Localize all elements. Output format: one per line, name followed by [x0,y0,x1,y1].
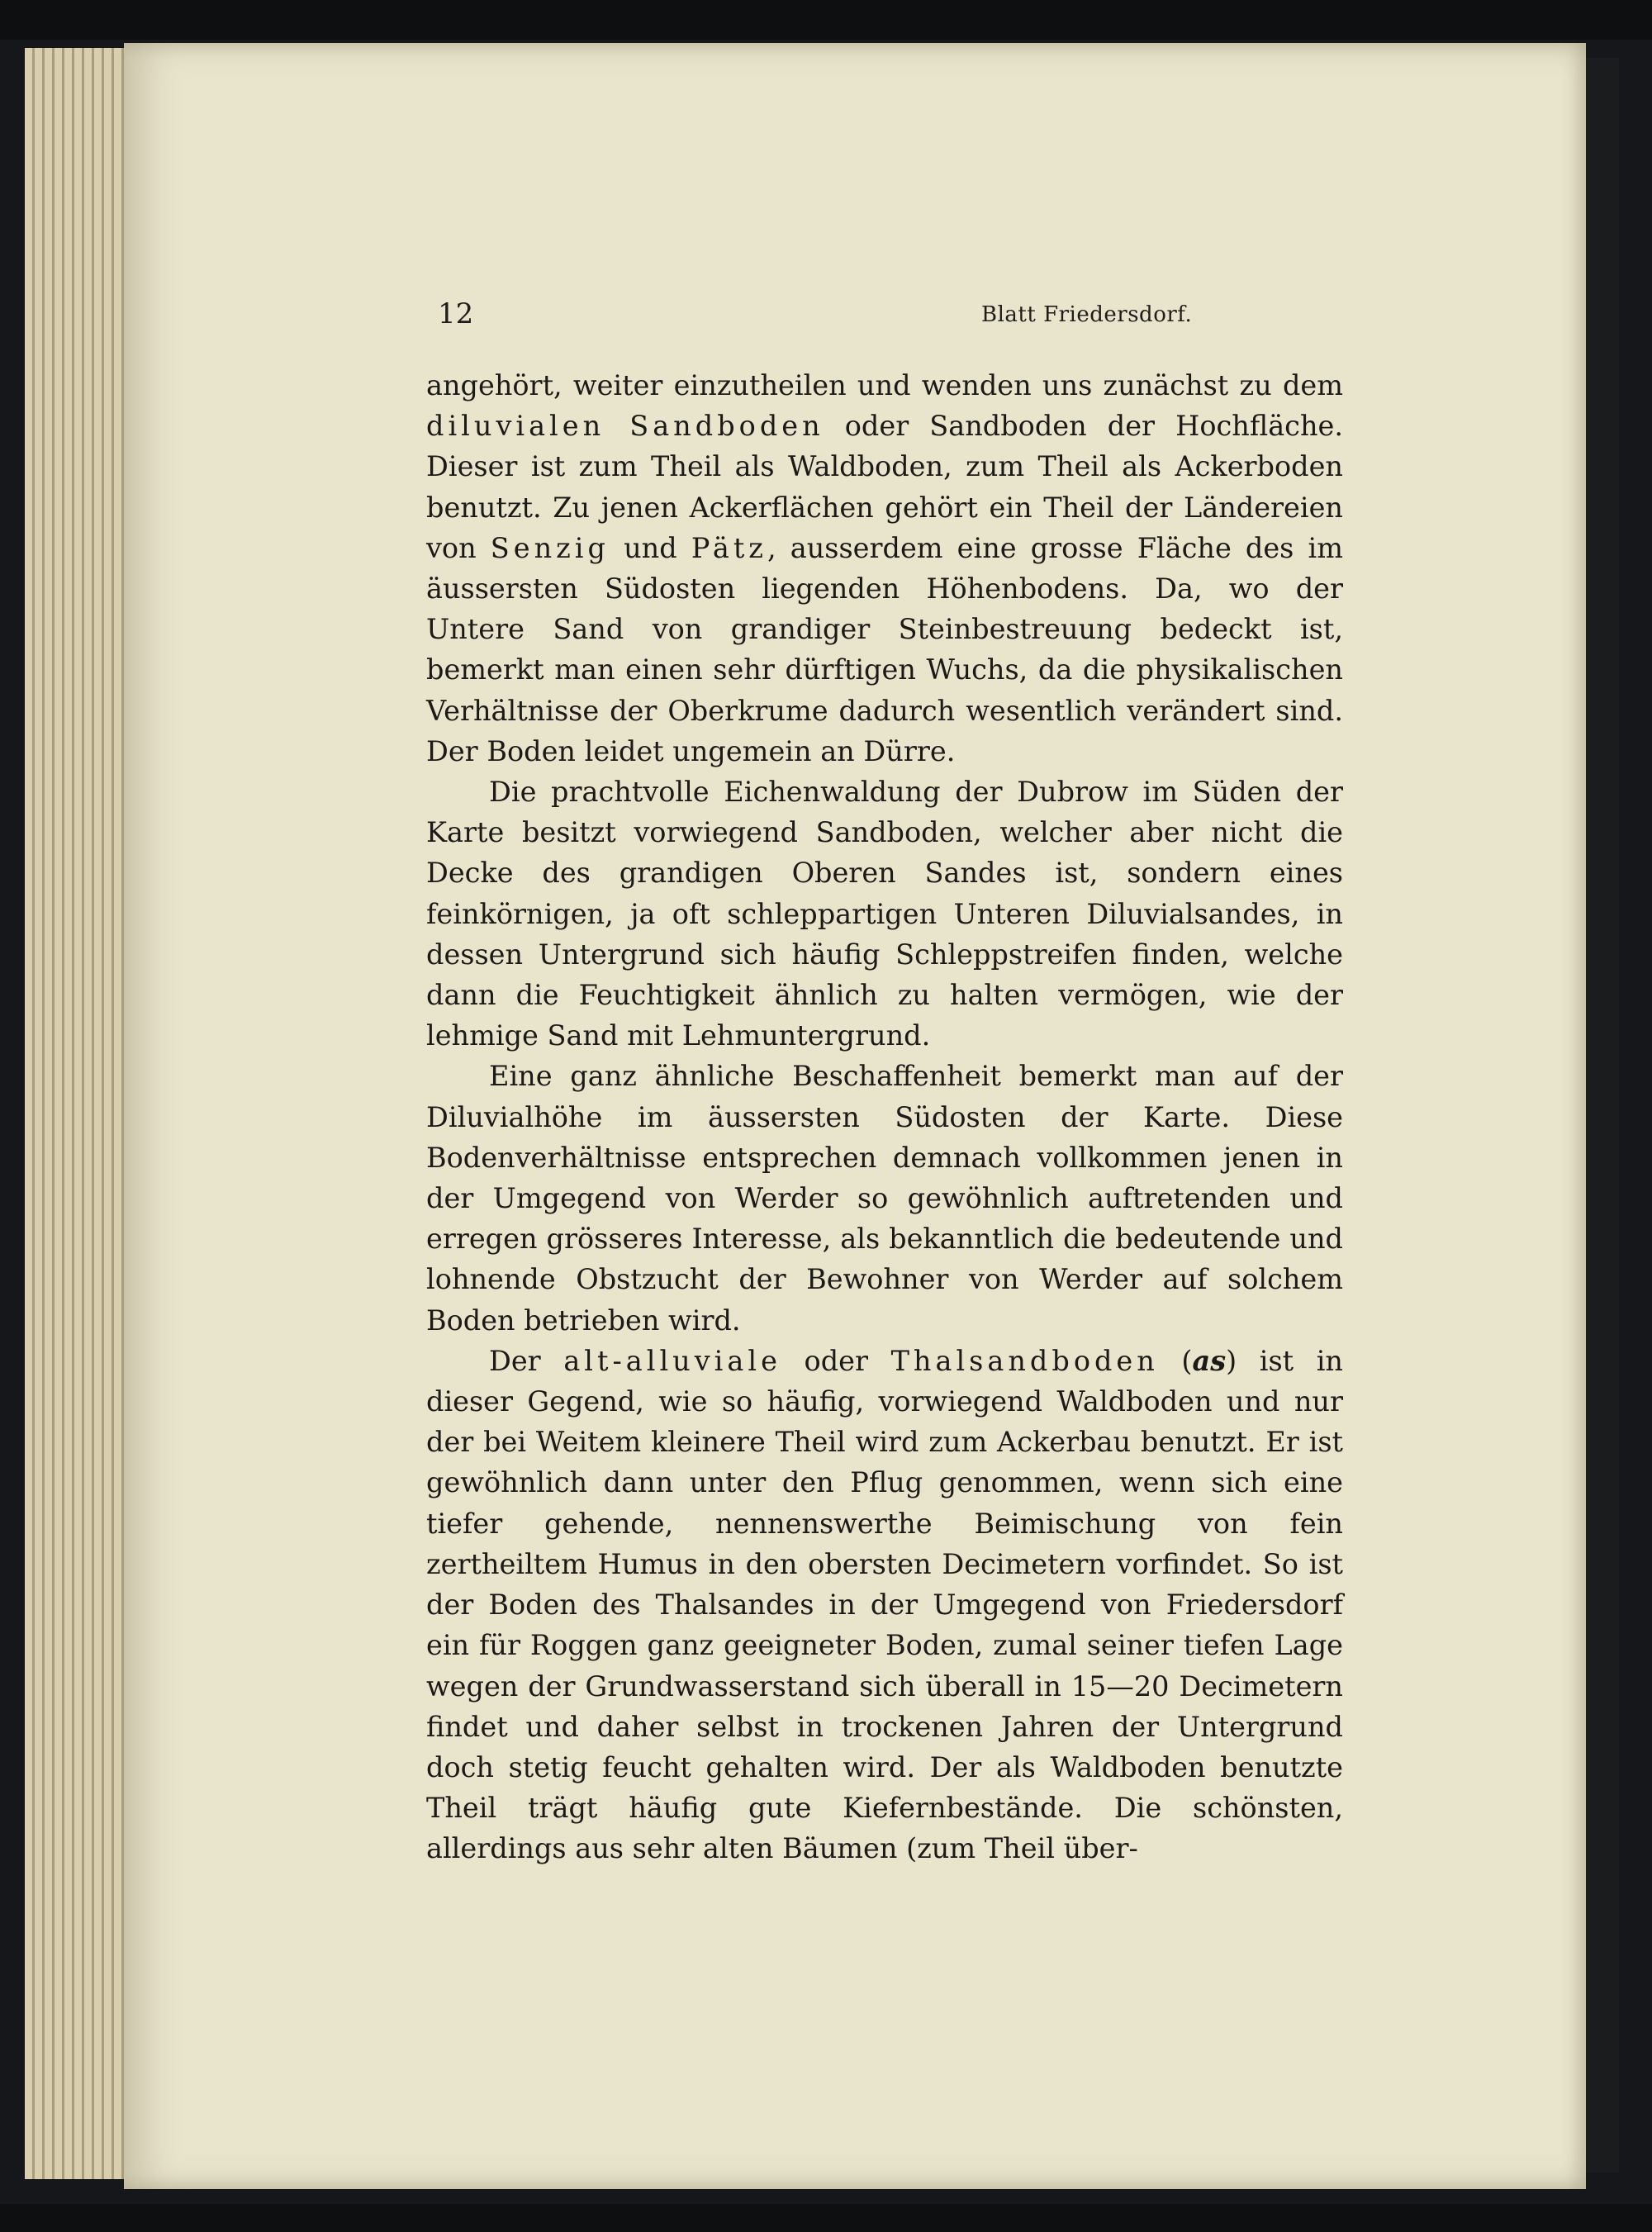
emphasis-alt-alluviale: alt-alluviale [563,1344,781,1377]
map-symbol-as: as [1192,1344,1227,1377]
emphasis-senzig: Senzig [490,531,610,564]
body-text [426,365,1343,1869]
paragraph-3: Eine ganz ähnliche Beschaffenheit bemerkt man auf der Diluvialhöhe im äussersten Südosten der Karte. Diese Bodenverhältnisse entsprechen demnach vollkommen jenen in der Umgegend von Werder so gewöhnlich auftretenden und erregen grösseres Interesse, als bekanntlich die bedeutende und lohnende Obstzucht der Bewohner von Werder auf solchem Boden betrieben wird. [426,1060,1344,1337]
book-spine-shadow [1586,58,1619,2173]
emphasis-dubrow: Dubrow [1017,776,1128,809]
emphasis-werder: Werder [734,1182,838,1215]
page-edges [25,48,140,2179]
paragraph-4: Der alt-alluviale oder Thalsandboden (as) ist in dieser Gegend, wie so häufig, vorwiegend Waldboden und nur der bei Weitem kleinere Theil wird zum Ackerbau benutzt. Er ist gewöhnlich dann unter den Pflug genommen, wenn sich eine tiefer gehende, nennenswerthe Beimischung von fein zertheiltem Humus in den obersten Decimetern vorfindet. So ist der Boden des Thalsandes in der Umgegend von Friedersdorf ein für Roggen ganz geeigneter Boden, zumal seiner tiefen Lage wegen der Grundwasserstand sich überall in 15—20 Decimetern findet und daher selbst in trockenen Jahren der Untergrund doch stetig feucht gehalten wird. Der als Waldboden benutzte Theil trägt häufig gute Kiefernbestände. Die schönsten, allerdings aus sehr alten Bäumen (zum Theil über- [426,1344,1344,1865]
emphasis-paetz: Pätz [691,531,767,564]
running-head: Blatt Friedersdorf. [981,302,1193,327]
emphasis-diluvialer-sandboden: diluvialen Sandboden [426,410,824,443]
page-number: 12 [438,297,474,330]
paragraph-2: Die prachtvolle Eichenwaldung der Dubrow im Süden der Karte besitzt vorwiegend Sandboden, welcher aber nicht die Decke des grandigen Oberen Sandes ist, sondern eines feinkörnigen, ja oft schleppartigen Unteren Diluvialsandes, in dessen Untergrund sich häufig Schleppstreifen finden, welche dann die Feuchtigkeit ähnlich zu halten vermögen, wie der lehmige Sand mit Lehmuntergrund. [426,776,1343,1052]
emphasis-thalsandboden: Thalsandboden [890,1344,1159,1377]
page-header [314,297,1355,347]
emphasis-werder-2: Werder [1039,1263,1142,1296]
paragraph-1: angehört, weiter einzutheilen und wenden uns zunächst zu dem diluvialen Sandboden oder Sandboden der Hochfläche. Dieser ist zum Theil als Waldboden, zum Theil als Ackerboden benutzt. Zu jenen Ackerflächen gehört ein Theil der Ländereien von Senzig und Pätz, ausserdem eine grosse Fläche des im äussersten Südosten liegenden Höhenbodens. Da, wo der Untere Sand von grandiger Steinbestreuung bedeckt ist, bemerkt man einen sehr dürftigen Wuchs, da die physikalischen Verhältnisse der Oberkrume dadurch wesentlich verändert sind. Der Boden leidet ungemein an Dürre. [426,369,1343,767]
